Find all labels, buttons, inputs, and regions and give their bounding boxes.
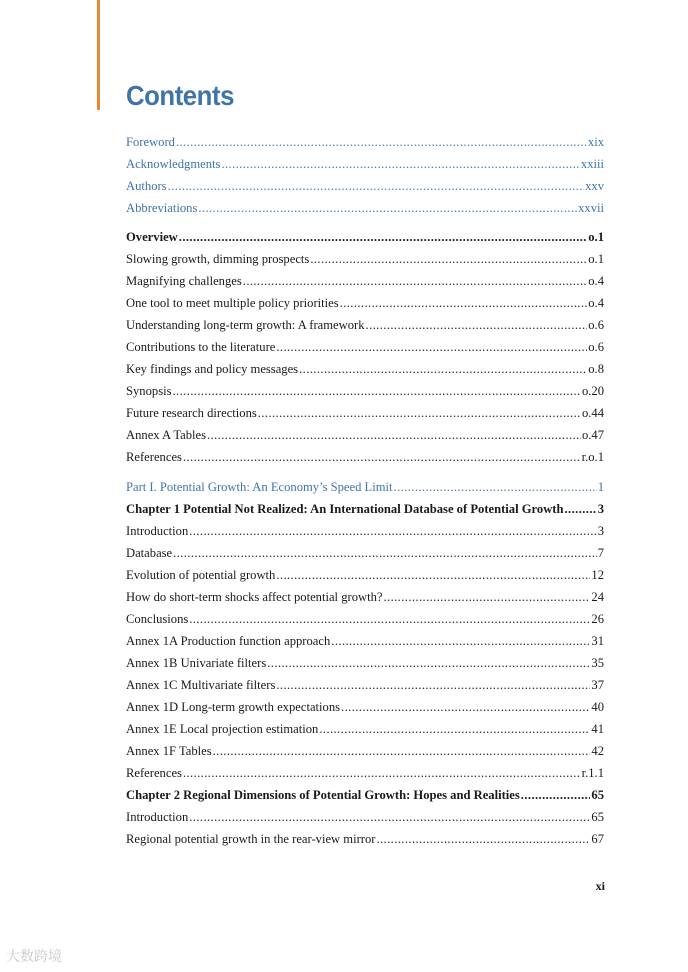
toc-entry[interactable]: Annex 1A Production function approach ..... 31 (126, 630, 604, 652)
toc-entry[interactable]: Annex 1B Univariate filters ..... 35 (126, 652, 604, 674)
toc-entry[interactable]: Annex 1F Tables ..... 42 (126, 740, 604, 762)
toc-acknowledgments[interactable]: Acknowledgments ..... xxiii (126, 153, 604, 175)
toc-entry[interactable]: Conclusions ..... 26 (126, 608, 604, 630)
accent-bar (97, 0, 100, 110)
toc-chapter2-heading[interactable]: Chapter 2 Regional Dimensions of Potential Growth: Hopes and Realities ..... 65 (126, 784, 604, 806)
toc-foreword[interactable]: Foreword ..... xix (126, 131, 604, 153)
toc-entry[interactable]: Regional potential growth in the rear-view mirror ..... 67 (126, 828, 604, 850)
toc-entry[interactable]: References ..... r.o.1 (126, 446, 604, 468)
toc-authors[interactable]: Authors ..... xxv (126, 175, 604, 197)
toc-abbreviations[interactable]: Abbreviations ..... xxvii (126, 197, 604, 219)
toc-entry[interactable]: Evolution of potential growth ..... 12 (126, 564, 604, 586)
toc-entry[interactable]: Synopsis ..... o.20 (126, 380, 604, 402)
toc-entry[interactable]: Introduction ..... 65 (126, 806, 604, 828)
toc-entry[interactable]: Contributions to the literature ..... o.6 (126, 336, 604, 358)
toc-entry[interactable]: Understanding long-term growth: A framework ..... o.6 (126, 314, 604, 336)
toc-overview-heading[interactable]: Overview ..... o.1 (126, 226, 604, 248)
toc-entry[interactable]: Future research directions ..... o.44 (126, 402, 604, 424)
toc-entry[interactable]: Slowing growth, dimming prospects ..... o.1 (126, 248, 604, 270)
toc-entry[interactable]: Annex 1C Multivariate filters ..... 37 (126, 674, 604, 696)
watermark: 大数跨境 (6, 948, 62, 964)
table-of-contents (126, 131, 604, 850)
toc-entry[interactable]: One tool to meet multiple policy priorities ..... o.4 (126, 292, 604, 314)
page-title: Contents (126, 80, 234, 111)
toc-chapter1-heading[interactable]: Chapter 1 Potential Not Realized: An International Database of Potential Growth ..... 3 (126, 498, 604, 520)
toc-entry[interactable]: Database ..... 7 (126, 542, 604, 564)
toc-entry[interactable]: Annex 1E Local projection estimation ..... 41 (126, 718, 604, 740)
toc-entry[interactable]: Key findings and policy messages ..... o.8 (126, 358, 604, 380)
toc-entry[interactable]: Annex A Tables ..... o.47 (126, 424, 604, 446)
toc-entry[interactable]: Introduction ..... 3 (126, 520, 604, 542)
page-number: xi (595, 879, 605, 893)
toc-entry[interactable]: References ..... r.1.1 (126, 762, 604, 784)
toc-entry[interactable]: Annex 1D Long-term growth expectations ..... 40 (126, 696, 604, 718)
toc-part1-heading[interactable]: Part I. Potential Growth: An Economy’s Speed Limit ..... 1 (126, 476, 604, 498)
toc-entry[interactable]: How do short-term shocks affect potential growth? ..... 24 (126, 586, 604, 608)
toc-entry[interactable]: Magnifying challenges ..... o.4 (126, 270, 604, 292)
